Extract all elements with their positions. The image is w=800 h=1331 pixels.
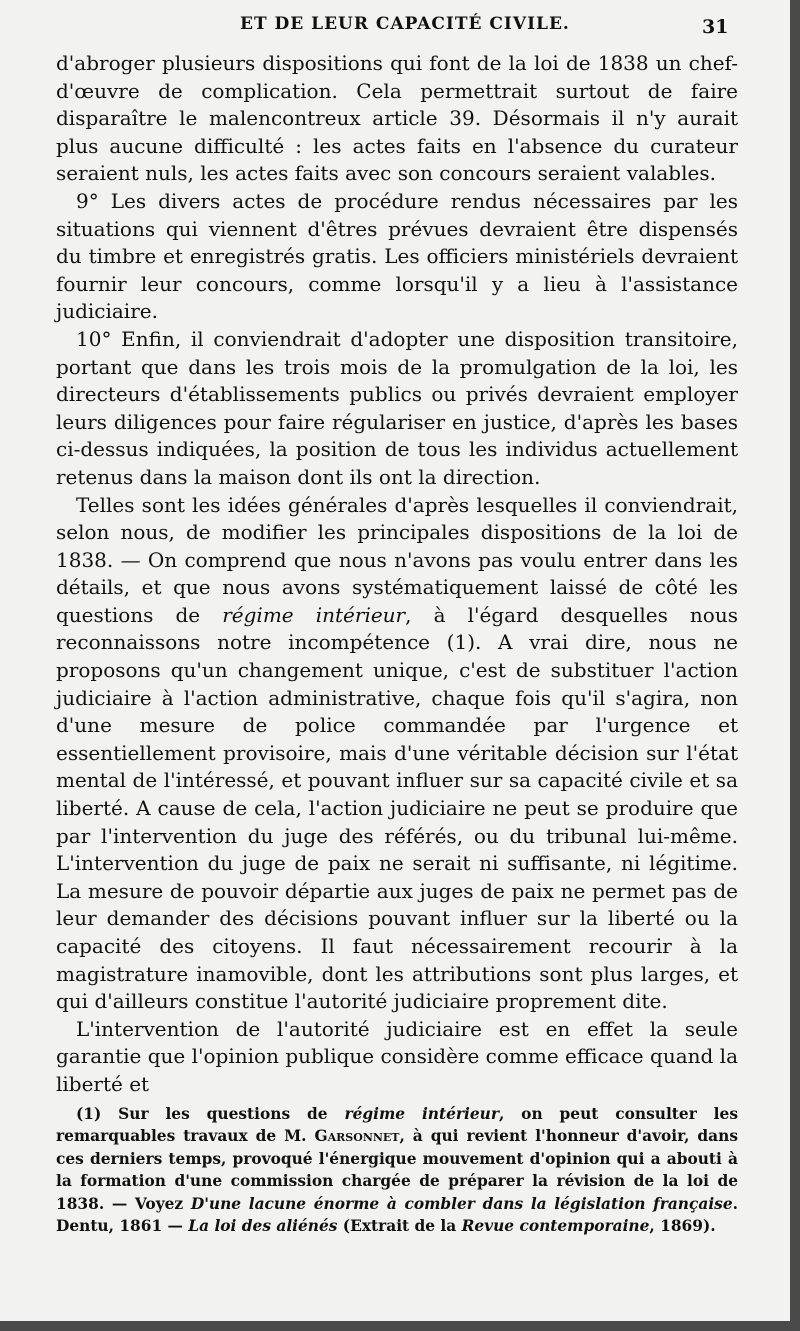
journal-title: Revue contemporaine — [461, 1217, 650, 1236]
book-title: D'une lacune énorme à combler dans la législation française — [190, 1194, 733, 1213]
paragraph-item-10: 10° Enfin, il conviendrait d'adopter une disposition transitoire, portant que dans les trois mois de la promulgation de la loi, les directeurs d'établissements publics ou privés devraient employer leurs diligences pour faire régulariser en justice, d'après les bases ci-dessus indiquées, la position de tous les individus actuellement retenus dans la maison dont ils ont la direction. — [56, 326, 738, 489]
paragraph-general-ideas — [56, 492, 738, 1016]
book-title: La loi des aliénés — [188, 1217, 338, 1236]
text-run: , à l'égard desquelles nous reconnaissons notre incompétence (1). A vrai dire, nous ne proposons qu'un changement unique, c'est de substituer l'action judiciaire à l'action administrative, chaque fois qu'il s'agira, non d'une mesure de police commandée par l'urgence et essentiellement provisoire, mais d'une véritable décision sur l'état mental de l'intéressé, et pouvant influer sur sa capacité civile et sa liberté. A cause de cela, l'action judiciaire ne peut se produire que par l'intervention du juge des référés, ou du tribunal lui-même. L'intervention du juge de paix ne serait ni suffisante, ni légitime. La mesure de pouvoir départie aux juges de paix ne permet pas de leur demander des décisions pouvant influer sur la liberté ou la capacité des citoyens. Il faut nécessairement recourir à la magistrature inamovible, dont les attributions sont plus larges, et qui d'ailleurs constitue l'autorité judiciaire proprement dite. — [56, 602, 738, 1014]
text-run: (1) Sur les questions de — [76, 1105, 345, 1123]
author-name: Garsonnet — [314, 1127, 400, 1146]
text-run: Telles sont les idées générales d'après lesquelles il conviendrait, selon nous, de modifier les principales dispositions de la loi de 1838. — On comprend que nous n'avons pas voulu entrer dans les détails, et que nous avons systématiquement laissé de côté les questions de — [56, 492, 738, 627]
paragraph-continued: d'abroger plusieurs dispositions qui font de la loi de 1838 un chef-d'œuvre de complication. Cela permettrait surtout de faire disparaître le malencontreux article 39. Désormais il n'y aurait plus aucune difficulté : les actes faits en l'absence du curateur seraient nuls, les actes faits avec son concours seraient valables. — [56, 51, 738, 186]
text-run: , 1869). — [649, 1217, 716, 1236]
text-run: , à qui revient l'honneur d'avoir, dans ces derniers temps, provoqué l'énergique mouvement d'opinion qui a abouti à la formation d'une commission chargée de préparer la révision de la loi de 1838. — Voyez — [56, 1127, 739, 1213]
main-text — [56, 50, 738, 1099]
running-title: ET DE LEUR CAPACITÉ CIVILE. — [240, 14, 570, 34]
italic-term: régime intérieur — [222, 602, 406, 627]
page-number: 31 — [702, 16, 729, 38]
text-run: , on peut consulter les remarquables travaux de M. — [56, 1105, 738, 1146]
text-run: . Dentu, 1861 — — [56, 1194, 738, 1236]
footnote-1 — [56, 1103, 738, 1237]
footnote — [56, 1103, 738, 1237]
paragraph-judicial-authority: L'intervention de l'autorité judiciaire est en effet la seule garantie que l'opinion publique considère comme efficace quand la liberté et — [56, 1016, 738, 1096]
italic-term: régime intérieur — [344, 1105, 499, 1123]
text-run: (Extrait de la — [337, 1217, 462, 1236]
paragraph-item-9: 9° Les divers actes de procédure rendus nécessaires par les situations qui viennent d'êtres prévues devraient être dispensés du timbre et enregistrés gratis. Les officiers ministériels devraient fournir leur concours, comme lorsqu'il y a lieu à l'assistance judiciaire. — [56, 188, 738, 324]
